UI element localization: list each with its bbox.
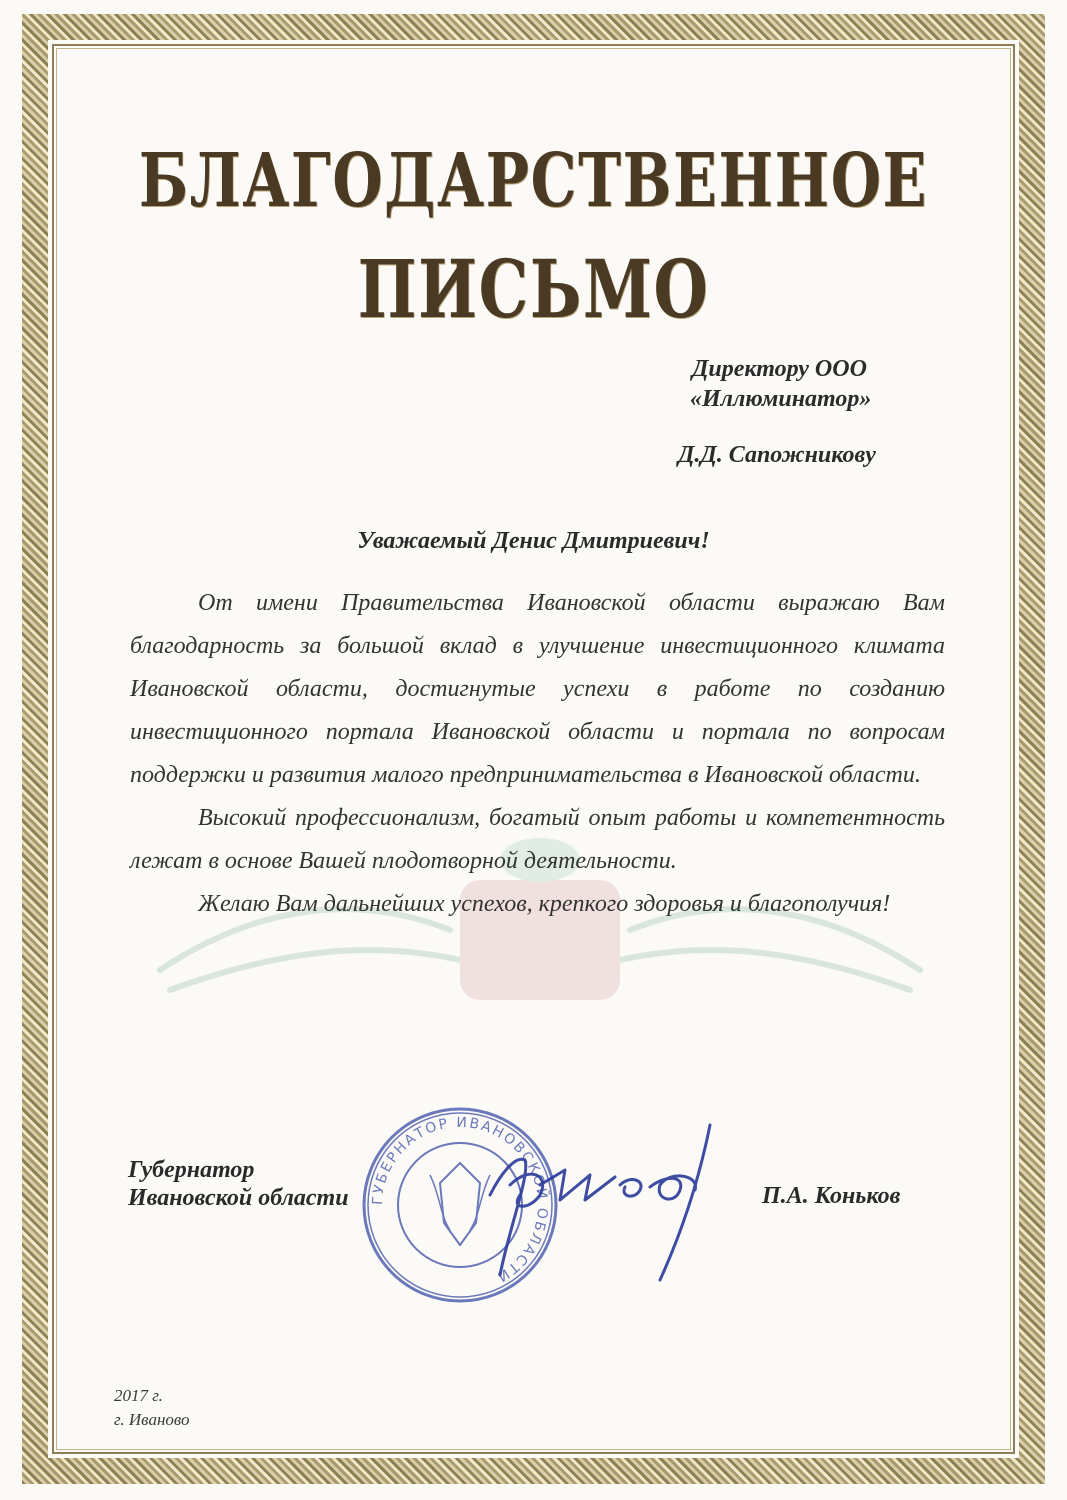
document-title-line2: ПИСЬМО [357,242,710,336]
salutation: Уважаемый Денис Дмитриевич! [357,528,710,554]
signer-title [128,1156,349,1212]
seal-text: ГУБЕРНАТОР ИВАНОВСКОЙ ОБЛАСТИ [369,1114,551,1286]
body-paragraph-1: От имени Правительства Ивановской области выражаю Вам благодарность за большой вклад в улучшение инвестиционного климата Ивановской области, достигнутые успехи в работе по созданию инвестиционного портала Ивановской области и портала по вопросам поддержки и развития малого предпринимательства в Ивановской области. [130,590,945,788]
document-title-line1: БЛАГОДАРСТВЕННОЕ [138,138,929,224]
body-paragraph-2: Высокий профессионализм, богатый опыт работы и компетентность лежат в основе Вашей плодотворной деятельности. [130,805,945,874]
signer-title-line1: Губернатор [128,1157,255,1183]
letter-year: 2017 г. [114,1386,163,1405]
body-paragraph-3: Желаю Вам дальнейших успехов, крепкого здоровья и благополучия! [198,891,891,917]
addressee-position: Директору ООО [692,356,867,382]
letter-city: г. Иваново [114,1410,190,1429]
letter-footer [114,1384,190,1432]
handwritten-signature [470,1115,740,1285]
addressee-name: Д.Д. Сапожникову [678,442,876,468]
addressee-company: «Иллюминатор» [690,386,872,412]
signer-title-line2: Ивановской области [128,1185,349,1211]
signer-name: П.А. Коньков [762,1183,901,1209]
letter-body [130,582,945,926]
